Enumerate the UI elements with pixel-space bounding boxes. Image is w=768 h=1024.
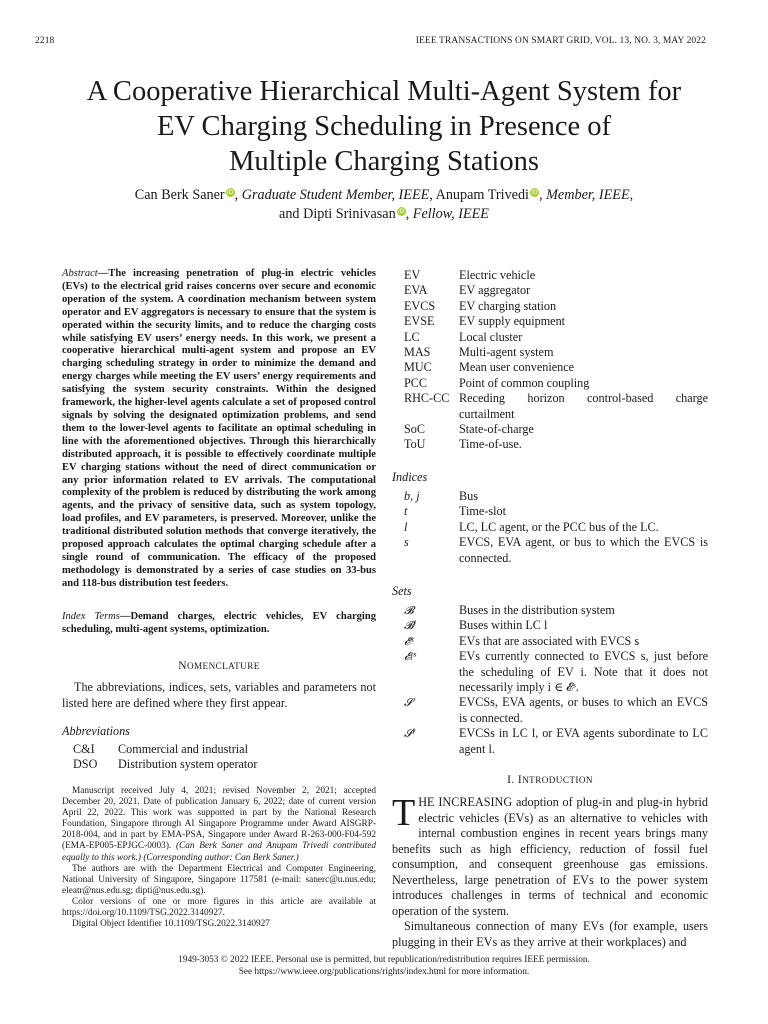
copyright-line-1: 1949-3053 © 2022 IEEE. Personal use is permitted, but republication/redistribution requires IEEE permission. xyxy=(178,955,590,965)
author-list: Can Berk Saner iD, Graduate Student Member, IEEE, Anupam Trivedi iD, Member, IEEE, and Dipti Srinivasan iD, Fellow, IEEE xyxy=(134,187,634,222)
definition-term: ToU xyxy=(404,437,426,452)
definition-term: t xyxy=(404,504,408,519)
abbreviations-heading: Abbreviations xyxy=(62,724,130,738)
title-line-2: EV Charging Scheduling in Presence of xyxy=(156,111,612,142)
definition-row xyxy=(392,437,708,452)
definition-row xyxy=(392,535,708,566)
definition-term: 𝓑 xyxy=(404,604,414,617)
definition-term: 𝓑ˡ xyxy=(404,619,417,633)
definition-term: 𝓢 xyxy=(404,696,413,710)
paper-title xyxy=(20,74,748,179)
definition-term: EVCS xyxy=(404,298,436,313)
definition-text: Receding horizon control-based charge curtailment xyxy=(459,391,708,421)
definition-term: SoC xyxy=(404,422,426,437)
introduction-heading: I. INTRODUCTION xyxy=(507,774,593,786)
abbreviations-list-left xyxy=(62,742,376,773)
definition-text: Mean user convenience xyxy=(459,360,575,375)
author-name-trivedi: Anupam Trivedi xyxy=(435,187,530,203)
footnote-affiliation: The authors are with the Department Electrical and Computer Engineering, National University of Singapore, Singapore 117581 (e-mail: sanerc@u.nus.edu; eleatr@nus.edu.sg; dipti@nus.edu.sg). xyxy=(62,863,376,896)
abbreviations-list-right xyxy=(392,268,708,453)
index-terms xyxy=(62,611,376,637)
definition-row xyxy=(392,618,708,633)
definition-text: EV supply equipment xyxy=(459,314,566,329)
footnotes xyxy=(62,786,376,930)
definition-row xyxy=(392,422,708,437)
index-terms-text: —Demand charges, electric vehicles, EV charging scheduling, multi-agent systems, optimization. xyxy=(62,611,376,635)
index-terms-label: Index Terms xyxy=(62,611,120,622)
definition-row xyxy=(392,489,708,504)
abstract xyxy=(62,268,376,591)
definition-row xyxy=(62,757,376,772)
author-role-srinivasan: Fellow, IEEE xyxy=(412,206,489,222)
nomenclature-intro: The abbreviations, indices, sets, variables and parameters not listed here are defined where they first appear. xyxy=(62,680,376,710)
definition-text: EVs that are associated with EVCS s xyxy=(459,633,640,648)
definition-row xyxy=(392,649,708,695)
definition-row xyxy=(392,726,708,757)
definition-term: LC xyxy=(404,329,420,344)
definition-text: Commercial and industrial xyxy=(118,742,248,756)
sets-heading: Sets xyxy=(392,584,412,598)
definition-row xyxy=(392,330,708,345)
title-line-1: A Cooperative Hierarchical Multi-Agent System for xyxy=(86,76,682,107)
definition-row xyxy=(392,634,708,649)
definition-term: EV xyxy=(404,268,421,282)
nomenclature-heading: NOMENCLATURE xyxy=(178,660,260,672)
definition-term: 𝓔ˢ xyxy=(404,634,415,648)
definition-row xyxy=(392,376,708,391)
journal-header: IEEE TRANSACTIONS ON SMART GRID, VOL. 13, NO. 3, MAY 2022 xyxy=(415,36,706,46)
definition-text: EV charging station xyxy=(459,298,557,313)
definition-text: Time-of-use. xyxy=(459,437,522,452)
indices-list xyxy=(392,489,708,566)
definition-row xyxy=(392,360,708,375)
copyright-notice xyxy=(0,955,768,978)
definition-row xyxy=(392,603,708,618)
introduction-body xyxy=(392,792,708,950)
definition-row xyxy=(392,299,708,314)
definition-text: State-of-charge xyxy=(459,422,534,437)
definition-term: l xyxy=(404,519,408,534)
definition-term: MUC xyxy=(404,360,432,375)
definition-row xyxy=(392,391,708,422)
title-line-3: Multiple Charging Stations xyxy=(229,146,539,177)
definition-text: EVCS, EVA agent, or bus to which the EVCS is connected. xyxy=(459,535,708,565)
definition-row xyxy=(392,268,708,283)
introduction-paragraph: Simultaneous connection of many EVs (for example, users plugging in their EVs as they arrive at their workplaces) and xyxy=(392,919,708,949)
definition-term: PCC xyxy=(404,375,428,390)
definition-row xyxy=(62,742,376,757)
definition-text: EVs currently connected to EVCS s, just before the scheduling of EV i. Note that it does not necessarily imply i ∈ 𝓔ˢ. xyxy=(459,649,708,695)
definition-term: s xyxy=(404,535,409,550)
definition-row xyxy=(392,695,708,726)
author-role-saner: Graduate Student Member, IEEE xyxy=(241,187,430,203)
definition-row xyxy=(392,283,708,298)
orcid-icon[interactable]: iD xyxy=(531,189,538,196)
definition-row xyxy=(392,314,708,329)
footnote-doi: Digital Object Identifier 10.1109/TSG.2022.3140927 xyxy=(72,919,270,930)
definition-text: EV aggregator xyxy=(459,283,531,298)
indices-heading: Indices xyxy=(392,470,428,484)
definition-term: 𝓢ˡ xyxy=(404,727,416,741)
footnote-received: Manuscript received July 4, 2021; revised November 2, 2021; accepted December 20, 2021. Date of publication January 6, 2022; date of current version April 22, 2022. This work was supported in part by the National Research Foundation, Singapore through AI Singapore Programme under Award AISGRP-2018-004, and in part by EMA-PSA, Singapore under Award R-263-000-F04-592 (EMA-EP005-EPJGC-0003). (Can Berk Saner and Anupam Trivedi contributed equally to this work.) (Corresponding author: Can Berk Saner.) xyxy=(62,786,377,863)
definition-term: b, j xyxy=(404,489,420,503)
orcid-icon[interactable]: iD xyxy=(398,208,405,215)
introduction-paragraph: THE INCREASING adoption of plug-in and plug-in hybrid electric vehicles (EVs) as an alternative to vehicles with internal combustion engines in recent years brings many benefits such as high efficiency, reduction of fossil fuel consumption, and consequent greenhouse gas emissions. Nevertheless, large penetration of EVs to the power system introduces challenges in terms of technical and economic operation of the system. xyxy=(392,792,708,918)
definition-term: DSO xyxy=(73,757,98,772)
definition-text: Buses within LC l xyxy=(459,618,548,633)
definition-text: Bus xyxy=(459,489,478,503)
abstract-text: —The increasing penetration of plug-in electric vehicles (EVs) to the electrical grid raises concerns over secure and economic operation of the system. A coordination mechanism between system operator and EV aggregators is necessary to ensure that the system is operated within the security limits, and to reduce the charging costs while satisfying EV users’ energy needs. In this work, we present a cooperative hierarchical multi-agent system and propose an EV charging scheduling strategy in order to minimize the demand and energy charges while meeting the EV users’ energy requirements and satisfying the system security constraints. Within the designed framework, the higher-level agents calculate a set of proposed control signals by solving the designated optimization problems, and send them to the lower-level agents to facilitate an optimal scheduling in line with the aforementioned objectives. Through this hierarchically distributed approach, it is possible to effectively coordinate multiple EV charging stations without the need of direct communication or any prior information related to EV arrivals. The computational complexity of the problem is reduced by distributing the work among agents, and the privacy of sensitive data, such as system topology, load profiles, and EV parameters, is preserved. Moreover, unlike the traditional distributed solution methods that converge iteratively, the proposed approach calculates the optimal charging schedule after a single round of communication. The efficacy of the proposed methodology is demonstrated by a series of case studies on 33-bus and 118-bus distribution test feeders. xyxy=(62,268,376,589)
definition-text: Local cluster xyxy=(459,329,523,344)
definition-row xyxy=(392,345,708,360)
definition-row xyxy=(392,520,708,535)
definition-text: Distribution system operator xyxy=(118,757,258,772)
footnote-color: Color versions of one or more figures in this article are available at https://doi.org/10.1109/TSG.2022.3140927. xyxy=(62,896,376,919)
definition-text: Time-slot xyxy=(459,504,506,519)
author-role-trivedi: Member, IEEE xyxy=(546,187,630,203)
definition-text: Multi-agent system xyxy=(459,345,554,360)
sets-list xyxy=(392,603,708,757)
drop-cap: T xyxy=(392,792,416,834)
definition-text: EVCSs in LC l, or EVA agents subordinate to LC agent l. xyxy=(459,726,708,756)
footnote-equal-contribution: (Can Berk Saner and Anupam Trivedi contributed equally to this work.) (Corresponding author: Can Berk Saner.) xyxy=(62,841,377,863)
author-conjunction: and xyxy=(279,206,300,222)
definition-text: LC, LC agent, or the PCC bus of the LC. xyxy=(459,519,659,534)
copyright-line-2: See https://www.ieee.org/publications/rights/index.html for more information. xyxy=(238,966,530,977)
abstract-label: Abstract xyxy=(62,268,98,279)
definition-term: EVA xyxy=(404,283,428,298)
definition-row xyxy=(392,504,708,519)
author-name-srinivasan: Dipti Srinivasan xyxy=(303,206,396,222)
definition-term: MAS xyxy=(404,345,431,360)
definition-text: Buses in the distribution system xyxy=(459,603,615,617)
definition-text: Electric vehicle xyxy=(459,268,536,282)
definition-term: RHC-CC xyxy=(404,391,450,406)
page-number: 2218 xyxy=(35,36,55,46)
definition-term: 𝓔ₗˢ xyxy=(404,650,417,664)
definition-term: EVSE xyxy=(404,314,435,329)
definition-text: EVCSs, EVA agents, or buses to which an EVCS is connected. xyxy=(459,695,708,725)
author-name-saner: Can Berk Saner xyxy=(134,187,225,203)
definition-text: Point of common coupling xyxy=(459,375,590,390)
orcid-icon[interactable]: iD xyxy=(226,189,234,196)
definition-term: C&I xyxy=(73,742,95,756)
